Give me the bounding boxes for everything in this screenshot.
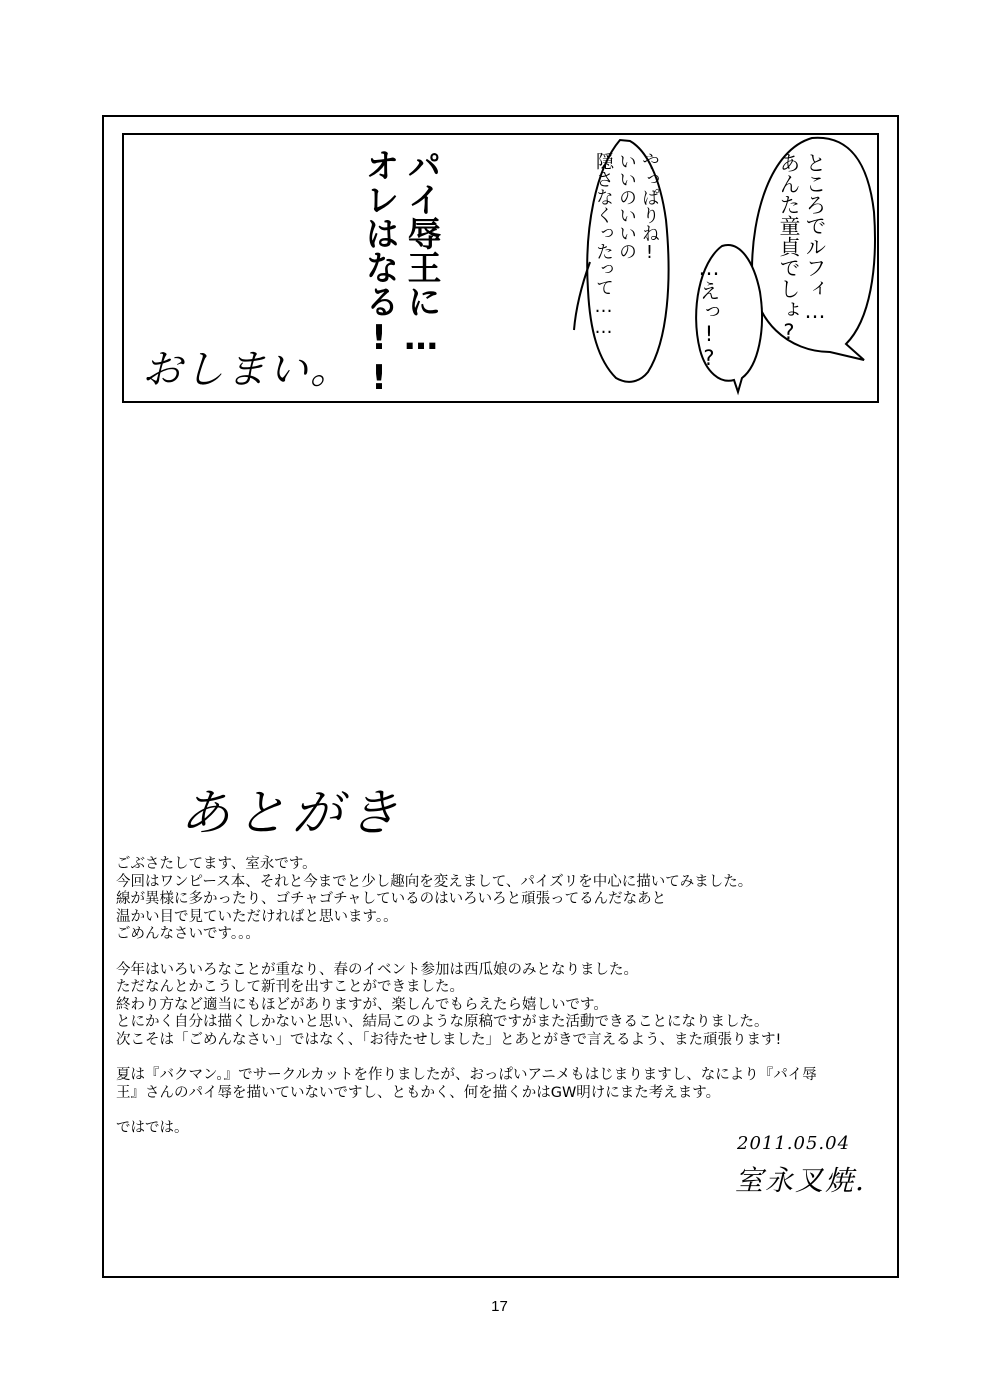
signature-date: 2011.05.04: [737, 1133, 851, 1154]
afterword-title: あとがき: [180, 784, 404, 842]
afterword-line: 温かい目で見ていただければと思います。。: [116, 908, 398, 925]
afterword-line: とにかく自分は描くしかないと思い、結局このような原稿ですがまた活動できることになりました。: [116, 1014, 769, 1030]
shout-line: オレはなる!!: [359, 148, 399, 398]
speech-line: いいのいいの: [616, 152, 637, 260]
speech-line: ところでルフィ…: [803, 152, 827, 323]
afterword-line: ごめんなさいです。。。: [116, 926, 260, 942]
page-number: 17: [491, 1298, 508, 1315]
speech-line: あんた童貞でしょ?: [777, 152, 801, 344]
shout-line: パイ辱王に…: [401, 148, 441, 358]
afterword-line: 線が異様に多かったり、ゴチャゴチャしているのはいろいろと頑張ってるんだなあと: [116, 891, 667, 907]
speech-text-left: [592, 152, 661, 338]
afterword-line: 終わり方など適当にもほどがありますが、楽しんでもらえたら嬉しいです。: [116, 996, 608, 1013]
afterword-line: 王』さんのパイ辱を描いていないですし、ともかく、何を描くかはGW明けにまた考えます。: [116, 1084, 721, 1101]
afterword-line: 今年はいろいろなことが重なり、春のイベント参加は西瓜娘のみとなりました。: [116, 961, 638, 978]
afterword-body: [116, 856, 891, 1138]
shout-text: [358, 148, 442, 398]
handwritten-the-end: おしまい。: [142, 347, 352, 393]
speech-line: 隠さなくったって……: [593, 152, 614, 338]
signature-name: 室永叉焼.: [735, 1164, 866, 1197]
afterword-line: 次こそは「ごめんなさい」ではなく、「お待たせしました」とあとがきで言えるよう、また頑張ります!: [116, 1031, 782, 1048]
afterword-line: ただなんとかこうして新刊を出すことができました。: [116, 979, 464, 995]
afterword-line: ではでは。: [116, 1120, 189, 1136]
speech-text-right: [776, 152, 828, 344]
speech-line: やっぱりね!: [639, 152, 660, 263]
afterword-line: ごぶさたしてます、室永です。: [116, 856, 317, 872]
afterword-line: 夏は『バクマン。』でサークルカットを作りましたが、おっぱいアニメもはじまりますし、なにより『パイ辱: [116, 1067, 817, 1083]
speech-line: …えっ!?: [697, 256, 721, 370]
afterword-line: 今回はワンピース本、それと今までと少し趣向を変えまして、パイズリを中心に描いてみました。: [116, 873, 753, 890]
speech-text-middle: [696, 256, 722, 370]
